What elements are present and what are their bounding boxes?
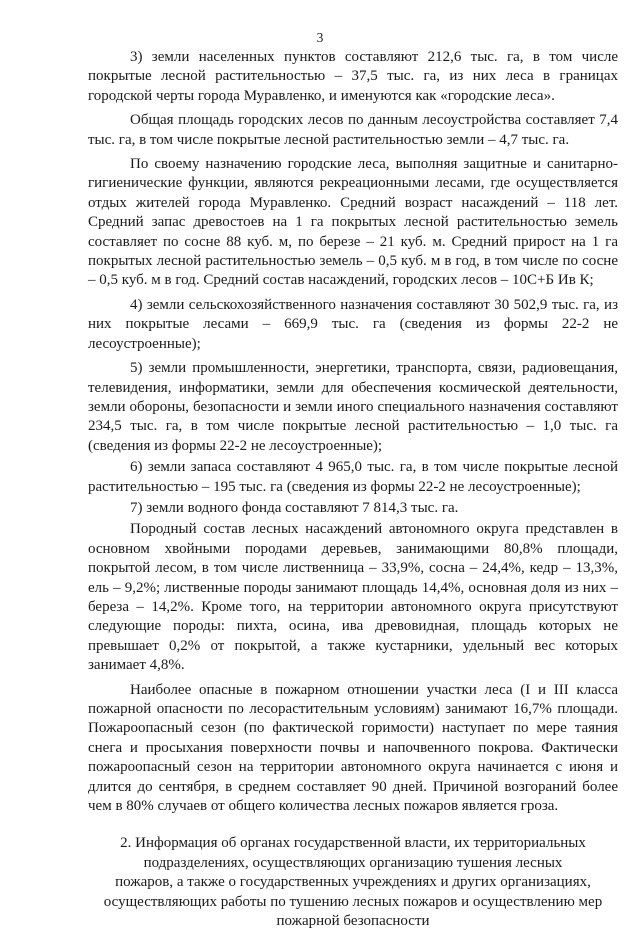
paragraph-industrial-lands: 5) земли промышленности, энергетики, транспорта, связи, радиовещания, телевидения, информатики, земли для обеспечения космической деятельности, земли обороны, безопасности и земли иного специального назначения составляют 234,5 тыс. га, в том числе покрытые лесной растительностью – 1,0 тыс. га (сведения из формы 22-2 не лесоустроенные); [88,360,618,454]
paragraph-water-fund-lands: 7) земли водного фонда составляют 7 814,3 тыс. га. [130,499,459,516]
paragraph-agricultural-lands: 4) земли сельскохозяйственного назначения составляют 30 502,9 тыс. га, из них покрытые лесами – 669,9 тыс. га (сведения из формы 22-2 не лесоустроенные); [88,296,618,352]
paragraph-fire-danger: Наиболее опасные в пожарном отношении участки леса (I и III класса пожарной опасности по лесорастительным условиям) занимают 16,7% площади. Пожароопасный сезон (по фактической горимости) наступает по мере таяния снега и просыхания поверхности почвы и напочвенного покрова. Фактически пожароопасный сезон на территории автономного округа начинается с июня и длится до сентября, в среднем составляет 90 дней. Причиной возгораний более чем в 80% случаев от общего количества лесных пожаров является гроза. [88,681,618,815]
paragraph-species-composition: Породный состав лесных насаждений автономного округа представлен в основном хвойными породами деревьев, занимающими 80,8% площади, покрытой лесом, в том числе лиственница – 33,9%, сосна – 24,4%, кедр – 13,3%, ель – 9,2%; лиственные породы занимают площадь 14,4%, основная доля из них – береза – 14,2%. Кроме того, на территории автономного округа присутствуют следующие породы: пихта, осина, ива древовидная, площадь которых не превышает 0,2% от покрытой, а также кустарники, удельный вес которых занимает 4,8%. [88,521,618,674]
paragraph-urban-forest-area: Общая площадь городских лесов по данным лесоустройства составляет 7,4 тыс. га, в том числе покрытые лесной растительностью земли – 4,7 тыс. га. [88,112,618,148]
paragraph-urban-lands: 3) земли населенных пунктов составляют 212,6 тыс. га, в том числе покрытые лесной растительностью – 37,5 тыс. га, из них леса в границах городской черты города Муравленко, и именуются как «городские леса». [88,49,618,104]
paragraph-urban-forest-purpose: По своему назначению городские леса, выполняя защитные и санитарно-гигиенические функции, являются рекреационными лесами, где осуществляется отдых жителей города Муравленко. Средний возраст насаждений – 118 лет. Средний запас древостоев на 1 га покрытых лесной растительностью земель составляет по сосне 88 куб. м, по березе – 21 куб. м. Средний прирост на 1 га покрытых лесной растительностью земель – 0,5 куб. м в год, в том числе по сосне – 0,5 куб. м в год. Средний состав насаждений, городских лесов – 10С+Б Ив К; [88,156,618,289]
section-heading-line: подразделениях, осуществляющих организацию тушения лесных [143,854,563,871]
page-number: 3 [316,30,324,45]
section-heading-line: 2. Информация об органах государственной власти, их территориальных [120,835,586,852]
section-heading-line: пожарной безопасности [276,913,430,930]
section-heading-line: осуществляющих работы по тушению лесных пожаров и осуществлению мер [103,893,603,910]
document-body [88,48,618,931]
section-heading-line: пожаров, а также о государственных учреждениях и других организациях, [115,874,591,891]
section-heading [88,834,618,931]
paragraph-reserve-lands: 6) земли запаса составляют 4 965,0 тыс. га, в том числе покрытые лесной растительностью – 195 тыс. га (сведения из формы 22-2 не лесоустроенные); [88,459,618,495]
